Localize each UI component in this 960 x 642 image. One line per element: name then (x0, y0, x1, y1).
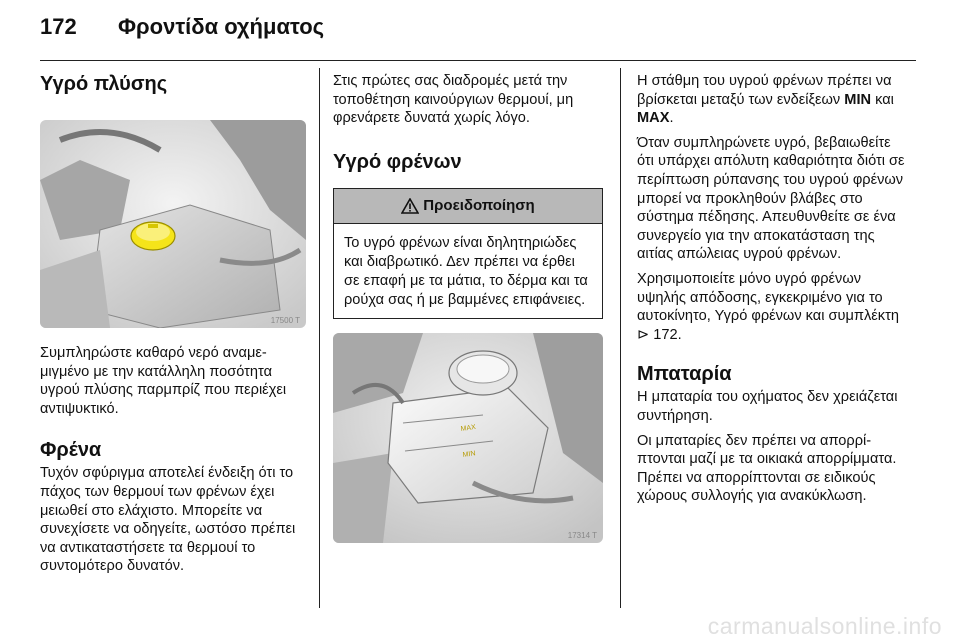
brakes-intro-text: Στις πρώτες σας διαδρομές μετά την τοποθέτηση καινούργιων θερμουί, μη φρενάρετε δυνατά χωρίς λόγο. (333, 73, 574, 127)
brake-fluid-reservoir-illustration (333, 333, 603, 543)
watermark: carmanualsonline.info (707, 613, 942, 639)
column-1 (40, 72, 306, 576)
column-divider-1 (319, 68, 320, 608)
brakes-heading: Φρένα (40, 439, 102, 462)
washer-fluid-heading: Υγρό πλύσης (40, 73, 168, 95)
washer-reservoir-figure (40, 120, 306, 328)
header-divider (40, 60, 916, 61)
warning-title: Προειδοποίηση (423, 197, 535, 215)
page-number: 172 (40, 14, 77, 39)
column-3 (637, 72, 907, 506)
brake-fluid-reservoir-figure (333, 333, 603, 543)
chapter-title: Φροντίδα οχήματος (118, 14, 325, 39)
max-mark: MAX (460, 423, 477, 433)
figure-code: 17314 T (567, 530, 597, 540)
battery-text-1: Η μπαταρία του οχήματος δεν χρειάζεται συντήρηση. (637, 389, 898, 424)
brakes-text: Τυχόν σφύριγμα αποτελεί ένδειξη ότι το πάχος των θερμουί των φρένων έχει μειωθεί στο ελάχιστο. Μπορείτε να συνεχίσετε να οδηγείτε, ωστόσο πρέπει να αντικαταστήσετε τα θερμουί το συντομότερο δυνατόν. (40, 465, 296, 575)
fluid-level-text-start: Η στάθμη του υγρού φρένων πρέπει να βρίσκεται μεταξύ των ενδείξεων (637, 73, 892, 108)
column-divider-2 (620, 68, 621, 608)
washer-reservoir-illustration (40, 120, 306, 328)
battery-heading: Μπαταρία (637, 363, 732, 386)
column-2 (333, 72, 603, 543)
level-end: . (669, 110, 674, 127)
level-max-label: MAX (637, 110, 670, 127)
battery-text-2: Οι μπαταρίες δεν πρέπει να απορρίπτονται μαζί με τα οικιακά απορρίμματα. Πρέπει να απορρίπτονται σε ειδικούς χώρους συλλογής για ανακύκλωση. (637, 432, 897, 505)
page-header (40, 14, 916, 50)
topup-text: Όταν συμπληρώνετε υγρό, βεβαιωθείτε ότι υπάρχει απόλυτη καθαριότητα διότι σε περίπτωση ρύπανσης του υγρού φρένων μπορεί να προκληθούν βλάβες στο σύστημα πέδησης. Απευθυνθείτε σε ένα συνεργείο για την αποκατάσταση της αιτίας απώλειας υγρού φρένων. (637, 134, 905, 263)
figure-code: 17500 T (270, 316, 300, 325)
warning-header (334, 189, 602, 224)
warning-box (333, 188, 603, 319)
min-mark: MIN (462, 450, 476, 459)
washer-fluid-text: Συμπληρώστε καθαρό νερό αναμεμιγμένο με την κατάλληλη ποσότητα υγρού πλύσης παρμπρίζ που περιέχει αντιψυκτικό. (40, 345, 287, 417)
level-min-label: MIN (844, 91, 872, 108)
fluid-spec-text: Χρησιμοποιείτε μόνο υγρό φρένων υψηλής απόδοσης, εγκεκριμένο για το αυτοκίνητο, Υγρό φρένων και συμπλέκτη ⊳ 172. (637, 270, 899, 343)
fluid-level-text (637, 72, 907, 128)
warning-triangle-icon (401, 198, 419, 214)
level-and: και (875, 91, 894, 108)
warning-text: Το υγρό φρένων είναι δηλητηριώδες και διαβρωτικό. Δεν πρέπει να έρθει σε επαφή με τα μάτια, το δέρμα και τα ρούχα σας ή με βαμμένες επιφάνειες. (344, 234, 588, 308)
brake-fluid-heading: Υγρό φρένων (333, 150, 462, 173)
